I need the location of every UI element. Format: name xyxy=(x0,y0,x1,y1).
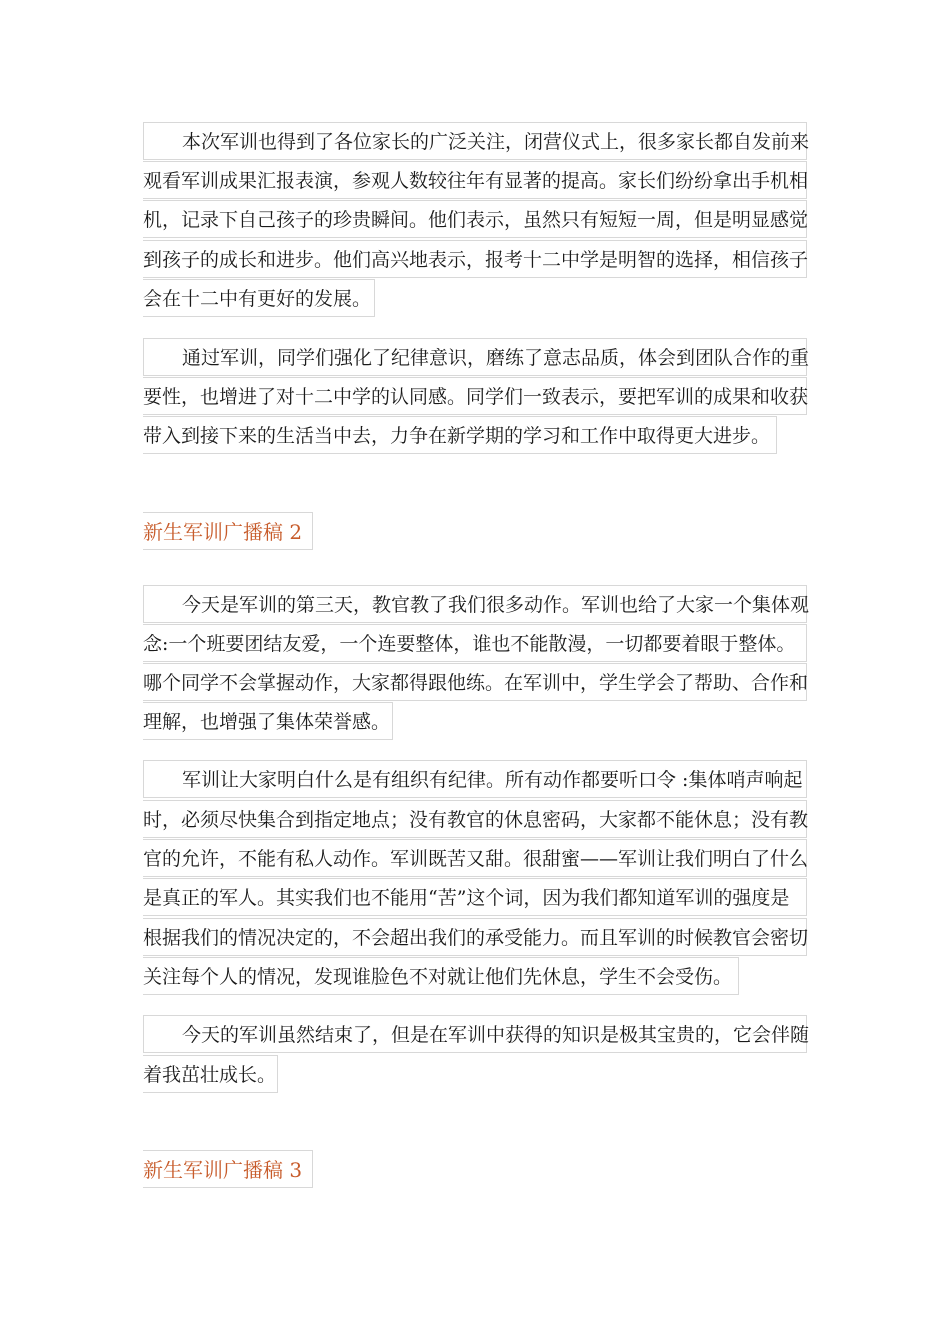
section-heading: 新生军训广播稿 3 xyxy=(143,1150,313,1188)
paragraph-line: 着我茁壮成长。 xyxy=(143,1055,278,1093)
paragraph-line: 会在十二中有更好的发展。 xyxy=(143,279,375,317)
paragraph-line: 哪个同学不会掌握动作，大家都得跟他练。在军训中，学生学会了帮助、合作和 xyxy=(143,663,807,701)
paragraph-line: 到孩子的成长和进步。他们高兴地表示，报考十二中学是明智的选择，相信孩子 xyxy=(143,240,807,278)
paragraph-line: 今天是军训的第三天，教官教了我们很多动作。军训也给了大家一个集体观 xyxy=(143,585,807,623)
paragraph-line: 理解，也增强了集体荣誉感。 xyxy=(143,702,393,740)
paragraph-line: 军训让大家明白什么是有组织有纪律。所有动作都要听口令 :集体哨声响起 xyxy=(143,760,807,798)
paragraph-line: 时，必须尽快集合到指定地点；没有教官的休息密码，大家都不能休息；没有教 xyxy=(143,800,807,838)
paragraph-line: 机，记录下自己孩子的珍贵瞬间。他们表示，虽然只有短短一周，但是明显感觉 xyxy=(143,200,807,238)
paragraph-line: 观看军训成果汇报表演，参观人数较往年有显著的提高。家长们纷纷拿出手机相 xyxy=(143,161,807,199)
paragraph-line: 带入到接下来的生活当中去，力争在新学期的学习和工作中取得更大进步。 xyxy=(143,416,777,454)
paragraph-line: 通过军训，同学们强化了纪律意识，磨练了意志品质，体会到团队合作的重 xyxy=(143,338,807,376)
paragraph-line: 根据我们的情况决定的，不会超出我们的承受能力。而且军训的时候教官会密切 xyxy=(143,918,807,956)
paragraph-line: 念:一个班要团结友爱，一个连要整体，谁也不能散漫，一切都要着眼于整体。 xyxy=(143,624,807,662)
paragraph-line: 今天的军训虽然结束了，但是在军训中获得的知识是极其宝贵的，它会伴随 xyxy=(143,1015,807,1053)
section-heading: 新生军训广播稿 2 xyxy=(143,512,313,550)
paragraph-line: 官的允许，不能有私人动作。军训既苦又甜。很甜蜜——军训让我们明白了什么 xyxy=(143,839,807,877)
paragraph-line: 关注每个人的情况，发现谁脸色不对就让他们先休息，学生不会受伤。 xyxy=(143,957,739,995)
paragraph-line: 是真正的军人。其实我们也不能用“苦”这个词，因为我们都知道军训的强度是 xyxy=(143,878,807,916)
paragraph-line: 本次军训也得到了各位家长的广泛关注，闭营仪式上，很多家长都自发前来 xyxy=(143,122,807,160)
paragraph-line: 要性，也增进了对十二中学的认同感。同学们一致表示，要把军训的成果和收获 xyxy=(143,377,807,415)
